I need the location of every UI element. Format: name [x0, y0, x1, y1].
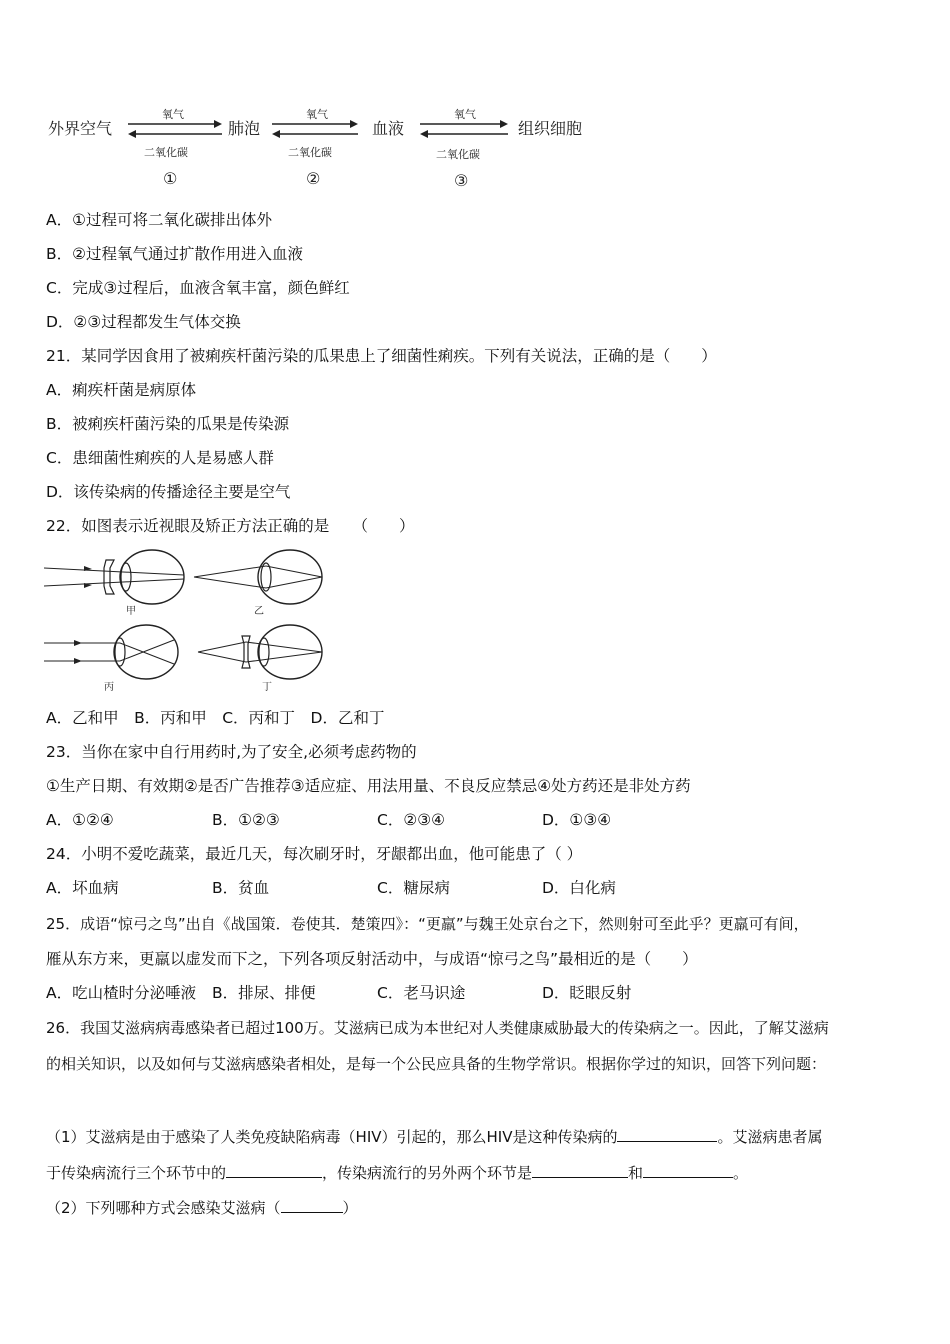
q23-option-b: B．①②③	[212, 811, 280, 829]
q26-blank-pathogen[interactable]	[617, 1125, 717, 1142]
q26-sub1-line2	[46, 1161, 748, 1184]
q26-sub1-text-a: （1）艾滋病是由于感染了人类免疫缺陷病毒（HIV）引起的，那么HIV是这种传染病的	[46, 1128, 618, 1146]
step-2: ②	[306, 169, 321, 188]
q22-stem: 22．如图表示近视眼及矫正方法正确的是 （ ）	[46, 517, 415, 535]
q26-stem-line2: 的相关知识，以及如何与艾滋病感染者相处，是每一个公民应具备的生物学常识。根据你学过的知识，回答下列问题：	[46, 1055, 827, 1073]
q21-option-c: C．患细菌性痢疾的人是易感人群	[46, 449, 274, 467]
q26-sub1-text-c: 于传染病流行三个环节中的	[46, 1164, 227, 1182]
q20-option-b: B．②过程氧气通过扩散作用进入血液	[46, 245, 304, 263]
q24-option-c: C．糖尿病	[377, 879, 450, 897]
eye-label-yi: 乙	[254, 606, 264, 617]
q26-sub1-text-f: 。	[733, 1164, 749, 1182]
q24-option-a: A．坏血病	[46, 879, 119, 897]
oxygen-label-2: 氧气	[306, 108, 328, 121]
q20-option-c: C．完成③过程后，血液含氧丰富，颜色鲜红	[46, 279, 350, 297]
q21-option-a: A．痢疾杆菌是病原体	[46, 381, 197, 399]
q26-sub1-text-d: ，传染病流行的另外两个环节是	[322, 1164, 533, 1182]
q21-stem: 21．某同学因食用了被痢疾杆菌污染的瓜果患上了细菌性痢疾。下列有关说法，正确的是（ ）	[46, 347, 717, 365]
eye-diagrams	[44, 548, 334, 696]
q23-items: ①生产日期、有效期②是否广告推荐③适应症、用法用量、不良反应禁忌④处方药还是非处方药	[46, 777, 691, 795]
arrow-pair-3	[420, 107, 508, 190]
q21-option-d: D．该传染病的传播途径主要是空气	[46, 483, 291, 501]
q23-option-c: C．②③④	[377, 811, 446, 829]
q26-sub1-text-e: 和	[628, 1164, 644, 1182]
q26-sub2-text-b: ）	[342, 1199, 358, 1217]
node-outside-air: 外界空气	[48, 119, 113, 138]
eye-yi	[194, 550, 322, 617]
oxygen-label-1: 氧气	[162, 108, 184, 121]
eye-label-bing: 丙	[104, 682, 114, 693]
q25-option-d: D．眨眼反射	[542, 984, 632, 1002]
q20-option-d: D．②③过程都发生气体交换	[46, 313, 241, 331]
q26-sub1-text-b: 。艾滋病患者属	[717, 1128, 823, 1146]
q23-option-a: A．①②④	[46, 811, 114, 829]
q25-stem-line2: 雁从东方来，更羸以虚发而下之，下列各项反射活动中，与成语“惊弓之鸟”最相近的是（ ）	[46, 950, 698, 968]
step-1: ①	[163, 169, 178, 188]
q25-option-c: C．老马识途	[377, 984, 466, 1002]
q26-sub2	[46, 1196, 358, 1219]
q26-blank-link-2[interactable]	[532, 1161, 628, 1178]
node-alveoli: 肺泡	[228, 119, 261, 138]
q26-sub2-text-a: （2）下列哪种方式会感染艾滋病（	[46, 1199, 281, 1217]
q22-options: A．乙和甲 B．丙和甲 C．丙和丁 D．乙和丁	[46, 709, 385, 727]
gas-exchange-diagram	[44, 100, 604, 192]
q24-stem: 24．小明不爱吃蔬菜，最近几天，每次刷牙时，牙龈都出血，他可能患了（ ）	[46, 845, 583, 863]
eye-bing	[44, 625, 178, 693]
q24-option-b: B．贫血	[212, 879, 270, 897]
eye-label-jia: 甲	[126, 606, 136, 617]
q21-option-b: B．被痢疾杆菌污染的瓜果是传染源	[46, 415, 290, 433]
q23-option-d: D．①③④	[542, 811, 612, 829]
q24-option-d: D．白化病	[542, 879, 616, 897]
q26-blank-link[interactable]	[226, 1161, 322, 1178]
arrow-pair-1	[128, 107, 222, 188]
q25-option-a: A．吃山楂时分泌唾液	[46, 984, 197, 1002]
eye-ding	[198, 625, 322, 693]
q25-stem-line1: 25．成语“惊弓之鸟”出自《战国策．卷使其．楚策四》：“更羸”与魏王处京台之下，然则射可至此乎？更羸可有间，	[46, 915, 809, 933]
step-3: ③	[454, 171, 469, 190]
arrow-pair-2	[272, 107, 358, 188]
q26-sub1-line1	[46, 1125, 823, 1148]
q20-option-a: A．①过程可将二氧化碳排出体外	[46, 211, 272, 229]
q25-option-b: B．排尿、排便	[212, 984, 316, 1002]
co2-label-2: 二氧化碳	[288, 146, 332, 159]
q26-blank-answer[interactable]	[281, 1196, 343, 1213]
node-tissue-cells: 组织细胞	[518, 119, 583, 138]
eye-label-ding: 丁	[262, 682, 272, 693]
q26-stem-line1: 26．我国艾滋病病毒感染者已超过100万。艾滋病已成为本世纪对人类健康威胁最大的传染病之一。因此，了解艾滋病	[46, 1019, 829, 1037]
co2-label-1: 二氧化碳	[144, 146, 188, 159]
eye-jia	[44, 550, 184, 617]
co2-label-3: 二氧化碳	[436, 148, 480, 161]
node-blood: 血液	[372, 119, 405, 138]
q26-blank-link-3[interactable]	[643, 1161, 733, 1178]
q23-stem: 23．当你在家中自行用药时,为了安全,必须考虑药物的	[46, 743, 417, 761]
oxygen-label-3: 氧气	[454, 108, 476, 121]
